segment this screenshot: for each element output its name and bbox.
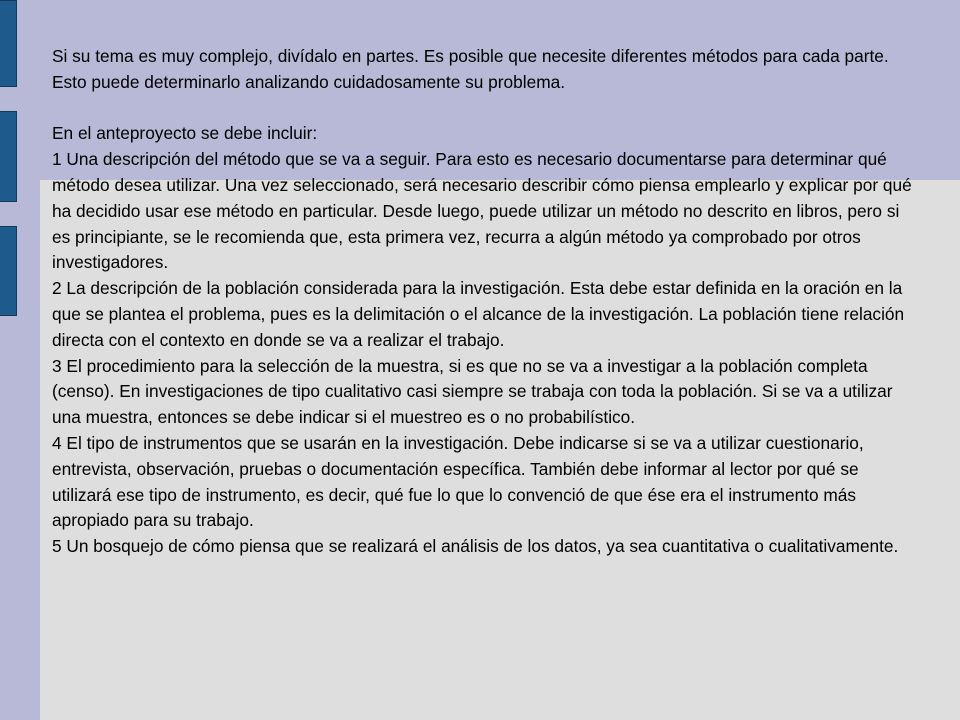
list-item-1: 1 Una descripción del método que se va a seguir. Para esto es necesario documentarse para determinar qué método desea utilizar. Una vez seleccionado, será necesario describir cómo piensa emplearlo y explicar por qué ha decidido usar ese método en particular. Desde luego, puede utilizar un método no descrito en libros, pero si es principiante, se le recomienda que, esta primera vez, recurra a algún método ya comprobado por otros investigadores.: [52, 149, 912, 273]
accent-bar-top: [0, 0, 17, 87]
list-item-5: 5 Un bosquejo de cómo piensa que se realizará el análisis de los datos, ya sea cuantitativa o cualitativamente.: [52, 536, 899, 557]
paragraph-spacer: [52, 96, 914, 122]
list-item-4: 4 El tipo de instrumentos que se usarán en la investigación. Debe indicarse si se va a utilizar cuestionario, entrevista, observación, pruebas o documentación específica. También debe informar al lector por qué se utilizará ese tipo de instrumento, es decir, qué fue lo que lo convenció de que ése era el instrumento más apropiado para su trabajo.: [52, 432, 864, 531]
accent-bar-bottom: [0, 226, 17, 316]
intro-paragraph: Si su tema es muy complejo, divídalo en partes. Es posible que necesite diferentes métodos para cada parte. Esto puede determinarlo analizando cuidadosamente su problema.: [52, 46, 889, 92]
accent-bar-middle: [0, 111, 17, 202]
list-item-3: 3 El procedimiento para la selección de la muestra, si es que no se va a investigar a la población completa (censo). En investigaciones de tipo cualitativo casi siempre se trabaja con toda la población. Si se va a utilizar una muestra, entonces se debe indicar si el muestreo es o no probabilístico.: [52, 355, 893, 428]
list-item-2: 2 La descripción de la población considerada para la investigación. Esta debe estar definida en la oración en la que se plantea el problema, pues es la delimitación o el alcance de la investigación. La población tiene relación directa con el contexto en donde se va a realizar el trabajo.: [52, 278, 905, 350]
slide-body-text: [52, 44, 914, 560]
list-heading: En el anteproyecto se debe incluir:: [52, 123, 318, 144]
